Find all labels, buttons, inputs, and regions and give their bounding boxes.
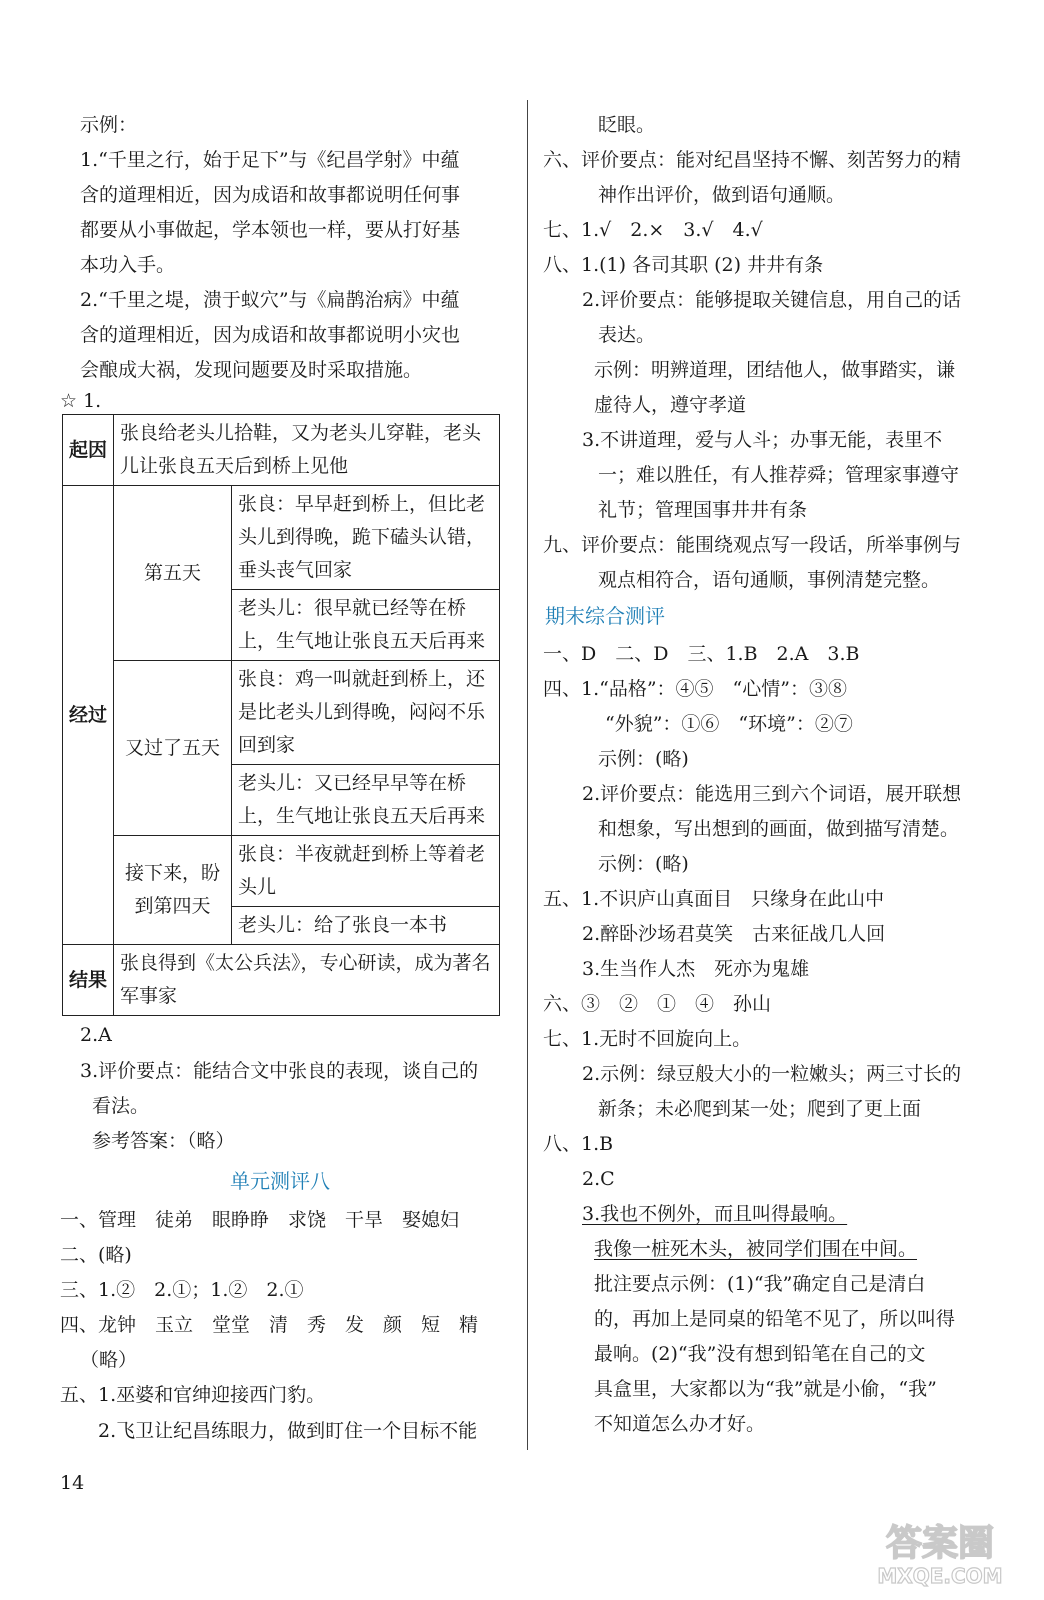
text-line: 眨眼。 (598, 114, 656, 136)
text-line: 一；难以胜任，有人推荐舜；管理家事遵守 (598, 464, 960, 486)
svg-text:MXQE.COM: MXQE.COM (877, 1564, 1003, 1587)
story-table (62, 414, 500, 1016)
text-line: 2.飞卫让纪昌练眼力，做到盯住一个目标不能 (98, 1420, 478, 1442)
underlined-sentence: 我像一桩死木头，被同学们围在中间。 (594, 1238, 918, 1260)
text-line: 表达。 (598, 324, 656, 346)
table-row (63, 415, 500, 486)
text-line: 示例：(略) (598, 853, 689, 875)
text-line: 一、管理 徒弟 眼睁睁 求饶 干旱 娶媳妇 (60, 1209, 460, 1231)
text-line: 会酿成大祸，发现问题要及时采取措施。 (80, 359, 423, 381)
text-line: ☆ 1. (60, 390, 102, 412)
text-line: 九、评价要点：能围绕观点写一段话，所举事例与 (543, 534, 962, 556)
section-title: 期末综合测评 (545, 604, 665, 628)
table-row (63, 486, 500, 590)
table-cell: 张良：早早赶到桥上，但比老头儿到得晚，跪下磕头认错，垂头丧气回家 (232, 486, 500, 590)
text-line: 含的道理相近，因为成语和故事都说明小灾也 (80, 324, 461, 346)
table-cell: 老头儿：给了张良一本书 (232, 907, 500, 945)
column-divider (527, 100, 528, 1450)
text-line: 2.醉卧沙场君莫笑 古来征战几人回 (582, 923, 886, 945)
text-line: 不知道怎么办才好。 (594, 1413, 766, 1435)
text-line: 一、D 二、D 三、1.B 2.A 3.B (543, 643, 860, 665)
text-line: 3.不讲道理，爱与人斗；办事无能，表里不 (582, 429, 943, 451)
text-line: 3.评价要点：能结合文中张良的表现，谈自己的 (80, 1060, 479, 1082)
section-title: 单元测评八 (230, 1169, 330, 1193)
table-cell: 张良：半夜就赶到桥上等着老头儿 (232, 836, 500, 907)
text-line: 参考答案：（略） (92, 1130, 235, 1152)
svg-text:答案圈: 答案圈 (885, 1523, 995, 1564)
text-line: 2.示例：绿豆般大小的一粒嫩头；两三寸长的 (582, 1063, 962, 1085)
text-line: 最响。(2)“我”没有想到铅笔在自己的文 (594, 1343, 926, 1365)
text-line: 的，再加上是同桌的铅笔不见了，所以叫得 (594, 1308, 956, 1330)
text-line: 虚待人，遵守孝道 (594, 394, 747, 416)
text-line: 观点相符合，语句通顺，事例清楚完整。 (598, 569, 941, 591)
text-line: 示例：明辨道理，团结他人，做事踏实，谦 (594, 359, 956, 381)
table-subheader: 第五天 (114, 486, 232, 661)
underlined-sentence: 3.我也不例外，而且叫得最响。 (582, 1203, 848, 1225)
text-line: 示例： (80, 114, 138, 136)
text-line: 和想象，写出想到的画面，做到描写清楚。 (598, 818, 960, 840)
table-header-cause: 起因 (63, 415, 114, 486)
text-line: 四、1.“品格”：④⑤ “心情”：③⑧ (543, 678, 847, 700)
text-line: 四、龙钟 玉立 堂堂 清 秀 发 颜 短 精 (60, 1314, 479, 1336)
text-line: 新条；未必爬到某一处；爬到了更上面 (598, 1098, 922, 1120)
table-cell: 张良给老头儿拾鞋，又为老头儿穿鞋，老头儿让张良五天后到桥上见他 (114, 415, 500, 486)
watermark-logo (856, 1515, 1024, 1587)
text-line: （略） (80, 1349, 138, 1371)
table-subheader: 接下来，盼到第四天 (114, 836, 232, 945)
text-line: 三、1.② 2.①；1.② 2.① (60, 1279, 304, 1301)
table-row (63, 945, 500, 1016)
text-line: 八、1.(1) 各司其职 (2) 井井有条 (543, 254, 824, 276)
text-line: 含的道理相近，因为成语和故事都说明任何事 (80, 184, 461, 206)
text-line: 七、1.√ 2.× 3.√ 4.√ (543, 219, 763, 241)
text-line: 2.C (582, 1168, 615, 1190)
text-line: “外貌”：①⑥ “环境”：②⑦ (605, 713, 853, 735)
table-cell: 老头儿：又已经早早等在桥上，生气地让张良五天后再来 (232, 765, 500, 836)
text-line: 具盒里，大家都以为“我”就是小偷，“我” (594, 1378, 937, 1400)
table-cell: 老头儿：很早就已经等在桥上，生气地让张良五天后再来 (232, 590, 500, 661)
text-line: 2.“千里之堤，溃于蚁穴”与《扁鹊治病》中蕴 (80, 289, 460, 311)
text-line: 五、1.巫婆和官绅迎接西门豹。 (60, 1384, 326, 1406)
text-line: 1.“千里之行，始于足下”与《纪昌学射》中蕴 (80, 149, 460, 171)
table-row (63, 661, 500, 765)
table-row (63, 836, 500, 907)
text-line: 神作出评价，做到语句通顺。 (598, 184, 846, 206)
text-line: 3.生当作人杰 死亦为鬼雄 (582, 958, 810, 980)
table-header-result: 结果 (63, 945, 114, 1016)
text-line: 礼节；管理国事井井有条 (598, 499, 808, 521)
text-line: 批注要点示例：(1)“我”确定自己是清白 (594, 1273, 926, 1295)
text-line: 本功入手。 (80, 254, 176, 276)
text-line: 五、1.不识庐山真面目 只缘身在此山中 (543, 888, 885, 910)
text-line: 六、③ ② ① ④ 孙山 (543, 993, 772, 1015)
text-line: 看法。 (92, 1095, 150, 1117)
table-subheader: 又过了五天 (114, 661, 232, 836)
table-cell: 张良得到《太公兵法》，专心研读，成为著名军事家 (114, 945, 500, 1016)
text-line: 六、评价要点：能对纪昌坚持不懈、刻苦努力的精 (543, 149, 962, 171)
table-header-process: 经过 (63, 486, 114, 945)
table-cell: 张良：鸡一叫就赶到桥上，还是比老头儿到得晚，闷闷不乐回到家 (232, 661, 500, 765)
text-line: 七、1.无时不回旋向上。 (543, 1028, 752, 1050)
text-line: 2.评价要点：能够提取关键信息，用自己的话 (582, 289, 962, 311)
text-line: 2.评价要点：能选用三到六个词语，展开联想 (582, 783, 962, 805)
page-number: 14 (60, 1472, 85, 1494)
text-line: 2.A (80, 1024, 112, 1046)
text-line: 都要从小事做起，学本领也一样，要从打好基 (80, 219, 461, 241)
text-line: 八、1.B (543, 1133, 614, 1155)
text-line: 示例：(略) (598, 748, 689, 770)
text-line: 二、(略) (60, 1244, 132, 1266)
